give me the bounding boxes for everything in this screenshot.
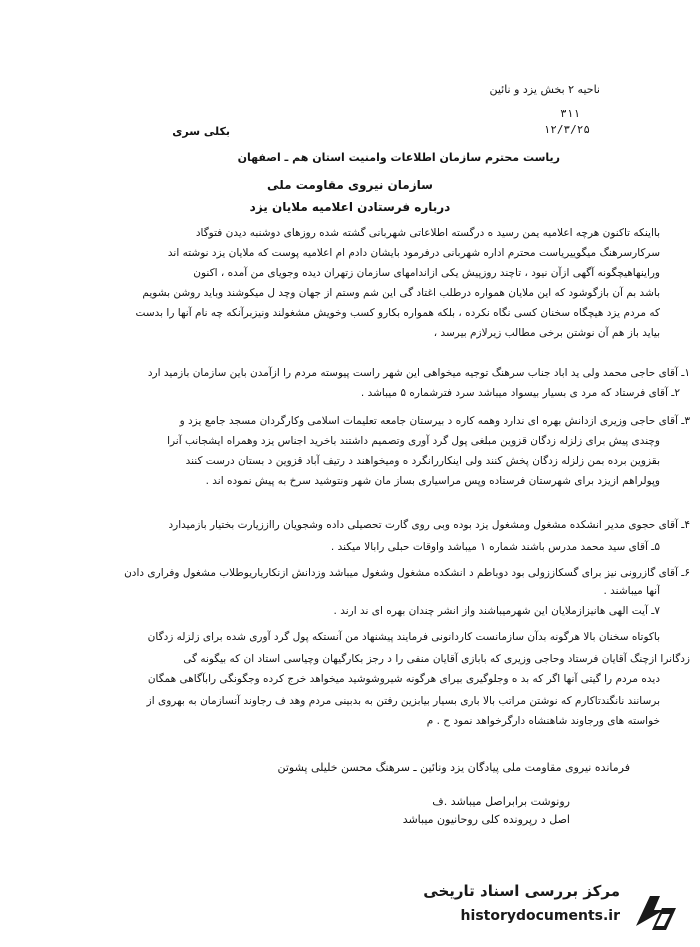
body-line: وراینهاهیچگونه آگهی ازآن نیود ، تاچند روزپیش یکی ازاندامهای سازمان زتهران دیده وجویای من آمده ، اکنون	[193, 267, 660, 279]
watermark-url: historydocuments.ir	[460, 908, 620, 924]
body-line: ۴ـ آقای حجوی مدیر انشکده مشغول ومشغول یزد بوده وبی روی گارت تحصیلی داده وشجویان رااززیارت بختیار بازمیدارد	[168, 519, 690, 531]
document-number: ۳۱۱	[560, 107, 580, 120]
body-line: باشد بم آن بازگوشود که این ملایان همواره درطلب اغتاد گی این شم وستم از جهان وچد ل میکوشند وباید روشن بشویم	[142, 287, 660, 299]
watermark-title: مرکز بررسی اسناد تاریخی	[423, 882, 620, 900]
header-office: ناحیه ۲ بخش یزد و نائین	[489, 83, 600, 96]
body-line: دیده مردم را گیتی آنها اگر که بد ه وجلوگیری بیرای هرگونه شیروشوشید میخواهد خرج کرده وجگونگی رابآگاهی همگان	[147, 673, 660, 685]
body-line: زدگانرا ازچنگ آقایان فرستاد وحاجی وزیری که بابازی آقایان منفی را د رجز بکارگیهان وچیاسی استاد ان که بیگونه گی	[183, 653, 690, 665]
recipient-line: ریاست محترم سازمان اطلاعات وامنیت استان هم ـ اصفهان	[237, 151, 560, 164]
copy-note-2: اصل د رپرونده کلی روحانیون میباشد	[402, 813, 570, 826]
via-line: سازمان نیروی مقاومت ملی	[267, 178, 433, 192]
body-line: ۲ـ آقای فرستاد که مرد ی بسیار بیسواد میباشد سرد فترشماره ۵ میباشد .	[360, 387, 680, 399]
body-line: خواسته های ورجاوند شاهنشاه دارگرخواهد نمود ح . م	[426, 715, 660, 727]
body-line: بیاید باز هم آن نوشتن برخی مطالب زیرلازم بیرسد ،	[433, 327, 660, 339]
body-line: بقزوین برده بمن زلزله زدگان پخش کنند ولی اینکاررانگرد ه ومیخواهند د رتیف آباد قزوین د بستان درست کنند	[185, 455, 660, 467]
body-line: باکوتاه سخنان بالا هرگونه بدآن سازمانست کاردانونی فرمایند پیشنهاد من آنستکه پول گرد آوری شده برای زلزله زدگان	[147, 631, 660, 643]
signature-line: فرمانده نیروی مقاومت ملی پیادگان یزد ونائین ـ سرهنگ محسن خلیلی پشوتن	[277, 761, 630, 774]
subject-line: درباره فرستادن اعلامیه ملایان یزد	[249, 200, 451, 214]
body-line: ۳ـ آقای حاجی وزیری ازدانش بهره ای ندارد وهمه کاره د بیرستان جامعه تعلیمات اسلامی وکارگردان مسجد جامع یزد و	[179, 415, 690, 427]
body-line: آنها میباشند .	[603, 585, 660, 597]
copy-note-1: رونوشت برابراصل میباشد .ف	[432, 795, 570, 808]
watermark-logo-icon	[630, 886, 682, 938]
body-line: ۵ـ آقای سید محمد مدرس باشند شماره ۱ میباشد واوقات حبلی رابالا میکند .	[330, 541, 660, 553]
body-line: بااینکه تاکنون هرچه اعلامیه یمن رسید ه درگسته اطلاعاتی شهربانی گشته شده روزهای دوشنبه دیدن فتوگاد	[195, 227, 660, 239]
body-line: برسانند نانگندتاکارم که نوشتن مراتب بالا باری بسیار بیابزین رفتن به بدبینی مردم وهد ف رجاوند آنسازمان به بهروی از	[146, 695, 660, 707]
body-line: وپولراهم ازیزد برای شهرستان فرستاده وپس مراسیاری بساز مان شهر ونتوشید سرخ به پیش نموده اند .	[205, 475, 660, 487]
document-date: ۱۲/۳/۲۵	[543, 123, 590, 136]
classification-label: بکلی سری	[172, 125, 230, 138]
body-line: سرکارسرهنگ میگوییریاست محترم اداره شهربانی درفرمود بایشان دادم ام اعلامیه پوست که ملایان یزد نوشته اند	[167, 247, 660, 259]
body-line: ۱ـ آقای حاجی محمد ولی ید اباد جناب سرهنگ توجیه میخواهی این شهر راست پیوسته مردم را ازآمدن باین سازمان بازمید ارد	[147, 367, 690, 379]
watermark	[400, 880, 690, 940]
body-line: ۷ـ آیت الهی هانیزازملایان این شهرمیباشند واز انشر چندان بهره ای ند ارند .	[333, 605, 660, 617]
body-line: که مردم یزد هیچگاه سخنان کسی نگاه نکرده ، بلکه همواره بکارو کسب وخویش مشغولند ونیزبرآنکه چه نام آنها را بدست	[135, 307, 660, 319]
body-line: ۶ـ آقای گازرونی نیز برای گسکاززولی بود دوباطم د انشکده مشغول وشغول میباشد وزدانش ازنکاریاریوطلاب مشغول وفراری دادن	[124, 567, 690, 579]
body-line: وچندی پیش برای زلزله زدگان قزوین مبلغی پول گرد آوری وتصمیم داشتند باخرید اجناس یزد وهمراه ایشجانب آنرا	[167, 435, 660, 447]
